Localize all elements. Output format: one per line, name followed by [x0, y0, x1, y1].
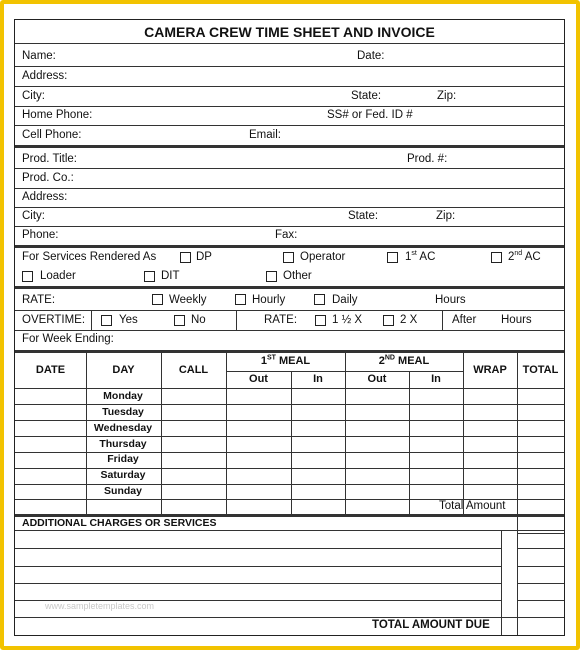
section-divider — [15, 145, 564, 148]
row-divider — [517, 548, 564, 549]
row-divider — [517, 600, 564, 601]
row-divider — [15, 388, 564, 389]
section-divider — [15, 245, 564, 248]
loader-checkbox[interactable] — [22, 271, 33, 282]
loader-label: Loader — [40, 270, 76, 282]
city-field[interactable]: City: — [22, 90, 45, 102]
total-amount-label: Total Amount — [439, 500, 506, 512]
total-amount-due-label: TOTAL AMOUNT DUE — [372, 619, 490, 631]
week-ending-field[interactable]: For Week Ending: — [22, 333, 114, 345]
divider — [15, 86, 564, 87]
overtime-label: OVERTIME: — [22, 314, 86, 326]
col-header-meal2-out: Out — [367, 373, 387, 385]
section-divider — [15, 350, 564, 353]
cell-phone-field[interactable]: Cell Phone: — [22, 129, 82, 141]
overtime-no-label: No — [191, 314, 206, 326]
divider — [15, 125, 564, 126]
state-field[interactable]: State: — [351, 90, 382, 102]
col-header-wrap: WRAP — [473, 364, 507, 376]
additional-charges-heading: ADDITIONAL CHARGES OR SERVICES — [22, 517, 217, 529]
prod-company-field[interactable]: Prod. Co.: — [22, 172, 74, 184]
col-divider — [517, 353, 518, 533]
email-field[interactable]: Email: — [249, 129, 281, 141]
row-divider — [15, 436, 564, 437]
row-divider — [226, 371, 463, 372]
timesheet-form — [14, 19, 565, 636]
first-ac-checkbox[interactable] — [387, 252, 398, 263]
prod-title-field[interactable]: Prod. Title: — [22, 153, 77, 165]
col-divider — [463, 353, 464, 516]
table-row-wednesday: Wednesday — [93, 422, 153, 434]
divider — [15, 530, 564, 531]
dp-label: DP — [196, 251, 212, 263]
cell-divider — [442, 310, 443, 330]
table-row-tuesday: Tuesday — [102, 406, 144, 418]
address-field[interactable]: Address: — [22, 70, 68, 82]
two-x-label: 2 X — [400, 314, 418, 326]
row-divider — [15, 404, 564, 405]
divider — [15, 188, 564, 189]
row-divider — [517, 566, 564, 567]
row-divider — [15, 420, 564, 421]
hourly-label: Hourly — [252, 294, 286, 306]
after-label: After — [452, 314, 477, 326]
prod-phone-field[interactable]: Phone: — [22, 229, 59, 241]
second-ac-label: 2nd AC — [508, 250, 541, 263]
prod-city-field[interactable]: City: — [22, 210, 45, 222]
prod-fax-field[interactable]: Fax: — [275, 229, 298, 241]
operator-checkbox[interactable] — [283, 252, 294, 263]
cell-divider — [236, 310, 237, 330]
overtime-yes-checkbox[interactable] — [101, 315, 112, 326]
form-title: CAMERA CREW TIME SHEET AND INVOICE — [144, 24, 435, 40]
weekly-label: Weekly — [169, 294, 207, 306]
col-header-day: DAY — [112, 364, 135, 376]
one-half-checkbox[interactable] — [315, 315, 326, 326]
overtime-yes-label: Yes — [119, 314, 138, 326]
row-divider — [15, 548, 501, 549]
other-checkbox[interactable] — [266, 271, 277, 282]
divider — [15, 310, 564, 311]
table-row-saturday: Saturday — [100, 469, 146, 481]
col-header-meal1-in: In — [313, 373, 323, 385]
one-half-label: 1 ½ X — [332, 314, 363, 326]
other-label: Other — [283, 270, 312, 282]
home-phone-field[interactable]: Home Phone: — [22, 109, 93, 121]
daily-checkbox[interactable] — [314, 294, 325, 305]
operator-label: Operator — [300, 251, 346, 263]
table-row-sunday: Sunday — [104, 485, 142, 497]
second-ac-checkbox[interactable] — [491, 252, 502, 263]
col-header-meal2: 2ND MEAL — [378, 354, 430, 367]
rate-label: RATE: — [22, 294, 56, 306]
dit-label: DIT — [161, 270, 180, 282]
col-header-meal2-in: In — [431, 373, 441, 385]
col-header-call: CALL — [178, 364, 209, 376]
divider — [15, 207, 564, 208]
overtime-hours-label: Hours — [501, 314, 532, 326]
services-label: For Services Rendered As — [22, 251, 157, 263]
divider — [15, 168, 564, 169]
hourly-checkbox[interactable] — [235, 294, 246, 305]
dp-checkbox[interactable] — [180, 252, 191, 263]
divider — [15, 330, 564, 331]
row-divider — [15, 617, 564, 618]
table-row-friday: Friday — [107, 453, 139, 465]
watermark: www.sampletemplates.com — [45, 601, 155, 611]
prod-state-field[interactable]: State: — [348, 210, 379, 222]
col-divider — [501, 530, 502, 635]
divider — [15, 226, 564, 227]
prod-zip-field[interactable]: Zip: — [436, 210, 456, 222]
prod-address-field[interactable]: Address: — [22, 191, 68, 203]
overtime-rate-label: RATE: — [264, 314, 298, 326]
row-divider — [517, 533, 564, 534]
col-divider — [291, 371, 292, 516]
zip-field[interactable]: Zip: — [437, 90, 457, 102]
col-header-meal1-out: Out — [249, 373, 268, 385]
col-header-date: DATE — [35, 364, 66, 376]
col-divider — [409, 371, 410, 516]
date-field[interactable]: Date: — [357, 50, 385, 62]
cell-divider — [91, 310, 92, 330]
row-divider — [15, 583, 501, 584]
first-ac-label: 1st AC — [405, 250, 436, 263]
daily-label: Daily — [332, 294, 358, 306]
row-divider — [15, 566, 501, 567]
weekly-checkbox[interactable] — [152, 294, 163, 305]
col-divider — [161, 353, 162, 516]
table-row-monday: Monday — [103, 390, 143, 402]
divider — [15, 106, 564, 107]
prod-number-field[interactable]: Prod. #: — [407, 153, 448, 165]
rate-hours-label: Hours — [435, 294, 466, 306]
col-header-total: TOTAL — [522, 364, 559, 376]
divider — [15, 43, 564, 44]
name-field[interactable]: Name: — [22, 50, 56, 62]
divider — [15, 66, 564, 67]
ss-field[interactable]: SS# or Fed. ID # — [327, 109, 413, 121]
section-divider — [15, 286, 564, 289]
two-x-checkbox[interactable] — [383, 315, 394, 326]
overtime-no-checkbox[interactable] — [174, 315, 185, 326]
dit-checkbox[interactable] — [144, 271, 155, 282]
col-header-meal1: 1ST MEAL — [260, 354, 311, 367]
table-row-thursday: Thursday — [99, 438, 147, 450]
row-divider — [517, 583, 564, 584]
